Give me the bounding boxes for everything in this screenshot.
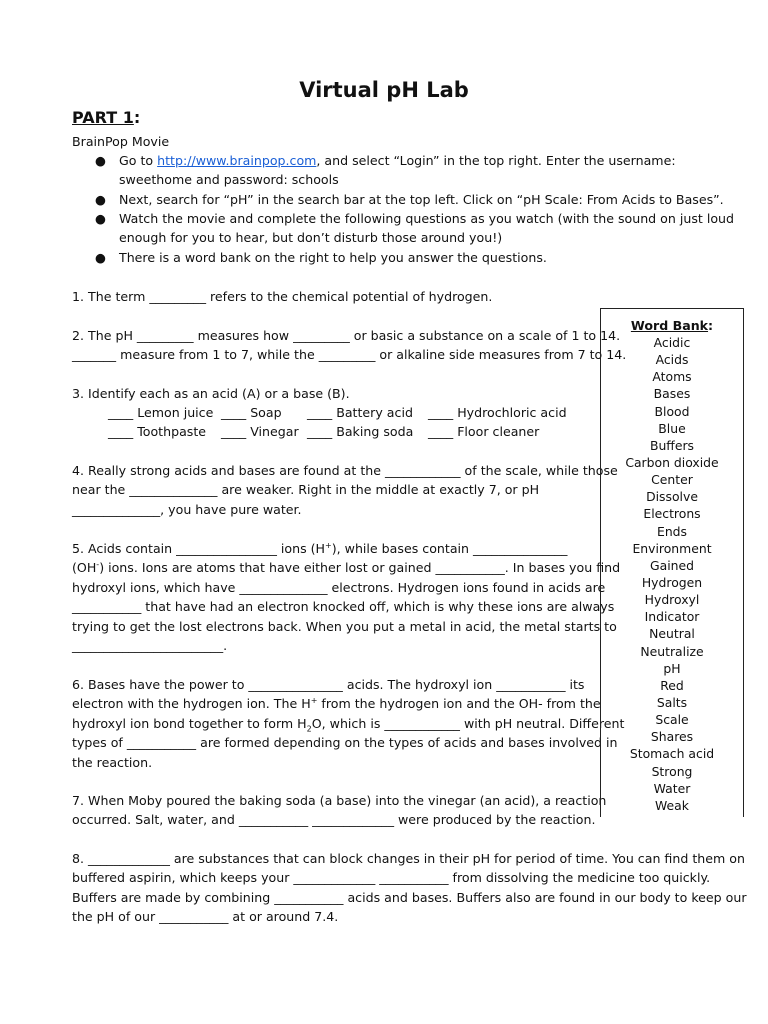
word-bank-item: Neutralize [640, 643, 704, 659]
question-1: 1. The term _________ refers to the chemical potential of hydrogen. [72, 289, 493, 304]
word-bank-title-text: Word Bank [630, 318, 709, 333]
identify-item: ____ Hydrochloric acid [428, 405, 567, 420]
question-line: ___________ that have had an electron knocked off, which is why these ions are always [72, 599, 615, 615]
word-bank-item: Blood [654, 403, 690, 419]
word-bank-item: Dissolve [646, 489, 698, 505]
word-bank-item: Red [660, 677, 684, 693]
word-bank-item: Hydrogen [641, 574, 703, 590]
question-3-row-1 [0, 403, 600, 422]
identify-item: ____ Floor cleaner [428, 424, 540, 439]
word-bank-item: Neutral [649, 626, 695, 642]
word-bank-list [600, 334, 744, 814]
question-line: 6. Bases have the power to _______________ acids. The hydroxyl ion ___________ its [72, 677, 585, 692]
question-6 [72, 675, 624, 772]
question-line: the reaction. [72, 754, 153, 770]
bullet-dot: ● [95, 153, 106, 168]
question-7 [72, 791, 606, 830]
question-line: the pH of our ___________ at or around 7.4. [72, 909, 339, 925]
question-line [72, 694, 624, 713]
question-text: electron with the hydrogen ion. The H [72, 696, 311, 712]
question-3-row-2 [0, 422, 600, 441]
question-line [72, 558, 620, 577]
question-text: ), while bases contain _______________ [331, 541, 568, 556]
word-bank-item: Blue [658, 420, 686, 436]
word-bank-item: Ends [656, 523, 687, 539]
part-colon: : [133, 108, 141, 127]
word-bank-item: Bases [653, 386, 691, 402]
word-bank-item: Hydroxyl [644, 592, 700, 608]
word-bank-item: Acids [655, 352, 689, 368]
word-bank-item: Water [653, 780, 691, 796]
word-bank-item: Gained [650, 557, 694, 573]
word-bank-item: Atoms [652, 369, 692, 385]
bullet-dot: ● [95, 250, 106, 265]
question-text: ) ions. Ions are atoms that have either lost or gained ___________. In bases you find [99, 560, 621, 576]
word-bank-item: Weak [655, 797, 689, 813]
question-line: buffered aspirin, which keeps your _____________ ___________ from dissolving the medicine too quickly. [72, 870, 711, 886]
word-bank-item: pH [663, 660, 681, 676]
bullet-text: Next, search for “pH” in the search bar at the top left. Click on “pH Scale: From Acids to Bases”. [119, 192, 724, 207]
question-line: near the ______________ are weaker. Right in the middle at exactly 7, or pH [72, 482, 540, 498]
question-line: ______________, you have pure water. [72, 501, 302, 517]
bullet-item-search [95, 190, 724, 209]
bullet-item-watch [95, 209, 735, 248]
bullet-text: Watch the movie and complete the following questions as you watch (with the sound on just loud [119, 211, 735, 226]
word-bank-title [600, 318, 744, 333]
section-heading: BrainPop Movie [72, 134, 170, 149]
question-text: from the hydrogen ion and the OH- from the [317, 696, 601, 712]
question-line: 4. Really strong acids and bases are found at the ____________ of the scale, while those [72, 463, 618, 478]
word-bank-item: Shares [650, 729, 694, 745]
question-text: 5. Acids contain ________________ ions (H [72, 541, 326, 556]
word-bank-item: Stomach acid [629, 746, 715, 762]
bullet-item-word-bank [95, 248, 547, 267]
bullet-text: There is a word bank on the right to help you answer the questions. [119, 250, 547, 265]
identify-item: ____ Vinegar [221, 424, 299, 439]
question-4 [72, 461, 618, 519]
identify-item: ____ Baking soda [307, 424, 414, 439]
part-heading [72, 108, 140, 127]
question-line: ________________________. [72, 638, 228, 654]
word-bank-item: Center [651, 472, 693, 488]
question-line: 2. The pH _________ measures how _________ or basic a substance on a scale of 1 to 14. [72, 328, 621, 343]
bullet-dot: ● [95, 211, 106, 226]
question-text: hydroxyl ion bond together to form H [72, 715, 307, 731]
identify-item: ____ Battery acid [307, 405, 413, 420]
question-line: trying to get the lost electrons back. When you put a metal in acid, the metal starts to [72, 618, 617, 634]
identify-item: ____ Lemon juice [108, 405, 214, 420]
page-title: Virtual pH Lab [299, 78, 469, 102]
bullet-text: Go to [119, 153, 158, 168]
word-bank-title-colon: : [708, 318, 714, 333]
bullet-item-login [95, 151, 676, 190]
question-line: 8. _____________ are substances that can block changes in their pH for period of time. You can find them on [72, 851, 745, 866]
question-3-intro: 3. Identify each as an acid (A) or a base (B). [72, 386, 350, 401]
word-bank-item: Buffers [649, 437, 695, 453]
word-bank-item: Acidic [653, 335, 691, 350]
part-label: PART 1 [72, 108, 134, 127]
question-8 [72, 849, 747, 927]
word-bank-item: Indicator [644, 609, 700, 625]
bullet-dot: ● [95, 192, 106, 207]
word-bank-item: Electrons [643, 506, 701, 522]
word-bank-item: Carbon dioxide [625, 454, 719, 470]
brainpop-link[interactable]: http://www.brainpop.com [157, 153, 317, 168]
question-line: occurred. Salt, water, and ___________ _____________ were produced by the reaction. [72, 812, 596, 828]
superscript: + [325, 540, 332, 550]
word-bank-item: Environment [632, 540, 712, 556]
identify-item: ____ Soap [221, 405, 282, 420]
bullet-text: enough for you to hear, but don’t disturb those around you!) [119, 230, 503, 246]
question-line: 7. When Moby poured the baking soda (a base) into the vinegar (an acid), a reaction [72, 793, 607, 808]
question-line: types of ___________ are formed depending on the types of acids and bases involved in [72, 735, 618, 751]
bullet-text: , and select “Login” in the top right. Enter the username: [316, 153, 676, 168]
bullet-text: sweethome and password: schools [119, 172, 339, 188]
question-line [72, 539, 620, 558]
question-2 [72, 326, 626, 365]
question-line: hydroxyl ions, which have ______________ electrons. Hydrogen ions found in acids are [72, 579, 606, 595]
question-line: _______ measure from 1 to 7, while the _________ or alkaline side measures from 7 to 14. [72, 347, 627, 363]
word-bank-item: Salts [656, 694, 688, 710]
question-text: O, which is ____________ with pH neutral. Different [311, 715, 625, 731]
question-line [72, 714, 624, 733]
identify-item: ____ Toothpaste [108, 424, 207, 439]
superscript: - [96, 560, 100, 570]
question-5 [72, 539, 620, 655]
question-line: Buffers are made by combining ___________ acids and bases. Buffers also are found in our body to keep our [72, 889, 747, 905]
word-bank-item: Strong [651, 763, 693, 779]
superscript: + [310, 696, 318, 706]
word-bank-item: Scale [655, 712, 689, 728]
subscript: 2 [306, 724, 312, 734]
question-text: (OH [72, 560, 97, 576]
